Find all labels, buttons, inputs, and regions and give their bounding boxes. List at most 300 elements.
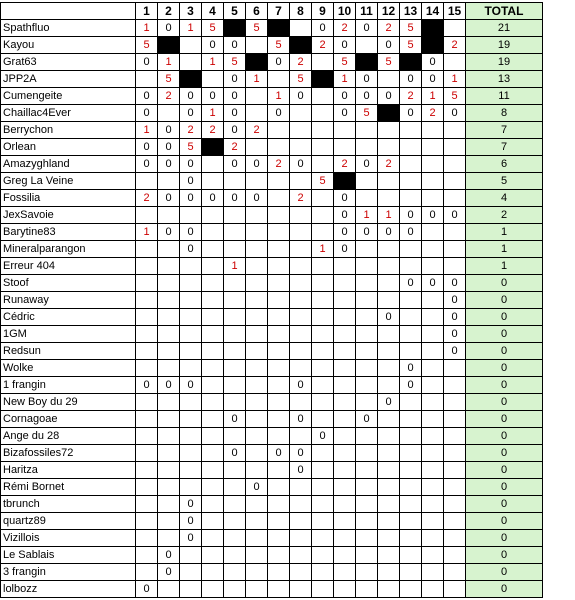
score-cell <box>400 326 422 343</box>
score-cell <box>378 411 400 428</box>
score-cell <box>334 258 356 275</box>
table-row <box>1 224 543 241</box>
score-cell <box>136 292 158 309</box>
score-cell: 0 <box>444 207 466 224</box>
score-cell: 0 <box>202 88 224 105</box>
score-cell: 2 <box>312 37 334 54</box>
participant-name: Vizillois <box>1 530 136 547</box>
score-cell <box>202 71 224 88</box>
score-cell <box>246 292 268 309</box>
score-cell <box>422 241 444 258</box>
score-cell: 1 <box>422 88 444 105</box>
table-row <box>1 394 543 411</box>
score-cell <box>312 122 334 139</box>
score-cell <box>268 258 290 275</box>
score-cell <box>334 479 356 496</box>
score-cell: 0 <box>180 88 202 105</box>
score-cell: 0 <box>224 122 246 139</box>
total-cell: 2 <box>466 207 543 224</box>
score-cell <box>136 530 158 547</box>
total-cell: 7 <box>466 122 543 139</box>
score-cell <box>136 173 158 190</box>
score-cell: 5 <box>246 20 268 37</box>
score-cell <box>400 564 422 581</box>
score-cell <box>268 326 290 343</box>
score-cell: 0 <box>180 190 202 207</box>
score-cell <box>378 530 400 547</box>
blocked-cell <box>422 37 444 54</box>
score-cell <box>224 292 246 309</box>
score-cell: 0 <box>334 207 356 224</box>
score-cell <box>290 479 312 496</box>
score-cell: 0 <box>180 105 202 122</box>
score-cell <box>202 547 224 564</box>
score-cell <box>312 377 334 394</box>
total-cell: 13 <box>466 71 543 88</box>
score-cell <box>202 530 224 547</box>
score-cell <box>136 547 158 564</box>
score-cell <box>312 445 334 462</box>
score-cell <box>202 496 224 513</box>
score-cell <box>180 547 202 564</box>
score-cell <box>444 139 466 156</box>
score-cell <box>422 428 444 445</box>
total-cell: 0 <box>466 445 543 462</box>
score-cell <box>312 343 334 360</box>
score-cell <box>180 479 202 496</box>
score-cell <box>356 343 378 360</box>
score-cell <box>400 258 422 275</box>
score-cell <box>356 547 378 564</box>
score-cell: 0 <box>268 445 290 462</box>
score-cell <box>246 581 268 598</box>
score-cell <box>158 343 180 360</box>
score-cell <box>312 360 334 377</box>
total-cell: 21 <box>466 20 543 37</box>
score-cell: 1 <box>246 71 268 88</box>
score-cell <box>400 411 422 428</box>
score-cell: 0 <box>136 377 158 394</box>
score-cell <box>158 241 180 258</box>
score-cell <box>444 377 466 394</box>
score-cell <box>378 71 400 88</box>
score-cell <box>290 360 312 377</box>
total-cell: 0 <box>466 547 543 564</box>
score-cell: 0 <box>136 88 158 105</box>
participant-name: Barytine83 <box>1 224 136 241</box>
score-cell: 0 <box>400 377 422 394</box>
score-cell <box>136 428 158 445</box>
table-row <box>1 513 543 530</box>
score-cell <box>180 411 202 428</box>
score-cell <box>444 20 466 37</box>
score-cell <box>290 547 312 564</box>
score-cell <box>422 122 444 139</box>
table-row <box>1 105 543 122</box>
total-cell: 0 <box>466 462 543 479</box>
score-cell: 0 <box>180 377 202 394</box>
score-cell <box>136 309 158 326</box>
score-cell: 0 <box>290 156 312 173</box>
score-cell <box>312 54 334 71</box>
participant-name: Grat63 <box>1 54 136 71</box>
score-cell <box>444 394 466 411</box>
table-row <box>1 88 543 105</box>
score-cell <box>312 496 334 513</box>
score-cell: 0 <box>400 275 422 292</box>
table-row <box>1 122 543 139</box>
score-cell <box>180 428 202 445</box>
score-cell <box>268 377 290 394</box>
participant-name: quartz89 <box>1 513 136 530</box>
total-cell: 0 <box>466 275 543 292</box>
score-cell <box>334 394 356 411</box>
participant-name: Bizafossiles72 <box>1 445 136 462</box>
score-cell: 0 <box>422 275 444 292</box>
header-column-1: 1 <box>136 3 158 20</box>
score-cell <box>136 343 158 360</box>
score-cell: 0 <box>312 428 334 445</box>
score-cell <box>202 564 224 581</box>
score-cell <box>356 326 378 343</box>
score-cell: 0 <box>158 224 180 241</box>
score-cell <box>422 581 444 598</box>
total-cell: 7 <box>466 139 543 156</box>
score-cell <box>158 292 180 309</box>
participant-name: tbrunch <box>1 496 136 513</box>
score-cell <box>224 377 246 394</box>
score-cell <box>224 326 246 343</box>
score-cell <box>444 428 466 445</box>
header-column-6: 6 <box>246 3 268 20</box>
score-cell <box>400 581 422 598</box>
table-row <box>1 377 543 394</box>
table-row <box>1 54 543 71</box>
score-cell <box>378 581 400 598</box>
score-cell <box>246 530 268 547</box>
score-cell <box>290 326 312 343</box>
score-cell <box>136 241 158 258</box>
total-cell: 0 <box>466 581 543 598</box>
score-cell <box>334 445 356 462</box>
table-row <box>1 445 543 462</box>
table-row <box>1 139 543 156</box>
score-cell <box>400 139 422 156</box>
score-cell <box>400 173 422 190</box>
score-cell <box>290 309 312 326</box>
score-cell <box>378 241 400 258</box>
score-table <box>0 2 543 598</box>
score-cell <box>312 309 334 326</box>
score-cell <box>444 190 466 207</box>
score-cell <box>378 139 400 156</box>
score-cell <box>422 156 444 173</box>
header-column-7: 7 <box>268 3 290 20</box>
score-cell: 0 <box>378 88 400 105</box>
table-row <box>1 241 543 258</box>
score-cell <box>444 54 466 71</box>
header-column-8: 8 <box>290 3 312 20</box>
score-cell <box>158 530 180 547</box>
score-cell <box>312 190 334 207</box>
score-cell <box>202 428 224 445</box>
score-cell <box>158 360 180 377</box>
score-cell <box>400 343 422 360</box>
participant-name: Kayou <box>1 37 136 54</box>
participant-name: Fossilia <box>1 190 136 207</box>
score-cell <box>224 309 246 326</box>
score-cell <box>158 105 180 122</box>
score-cell: 0 <box>158 139 180 156</box>
blocked-cell <box>268 20 290 37</box>
score-cell: 0 <box>400 224 422 241</box>
score-cell <box>290 224 312 241</box>
score-cell: 0 <box>224 411 246 428</box>
score-cell <box>246 496 268 513</box>
score-cell <box>312 292 334 309</box>
score-cell: 5 <box>356 105 378 122</box>
header-column-10: 10 <box>334 3 356 20</box>
score-cell: 5 <box>378 54 400 71</box>
score-cell <box>136 71 158 88</box>
score-cell <box>334 122 356 139</box>
score-cell: 0 <box>422 71 444 88</box>
total-cell: 0 <box>466 530 543 547</box>
score-cell <box>290 139 312 156</box>
score-cell <box>158 581 180 598</box>
score-cell <box>378 190 400 207</box>
score-cell <box>356 190 378 207</box>
score-cell <box>400 190 422 207</box>
score-cell <box>268 479 290 496</box>
score-cell <box>444 479 466 496</box>
header-column-13: 13 <box>400 3 422 20</box>
score-cell <box>422 411 444 428</box>
score-cell: 0 <box>180 156 202 173</box>
score-cell <box>290 343 312 360</box>
score-cell <box>268 547 290 564</box>
score-cell <box>158 275 180 292</box>
score-cell <box>180 54 202 71</box>
score-cell: 0 <box>400 71 422 88</box>
score-cell: 0 <box>202 37 224 54</box>
score-cell <box>136 326 158 343</box>
score-cell: 0 <box>312 20 334 37</box>
score-cell <box>202 326 224 343</box>
score-cell <box>334 496 356 513</box>
score-cell <box>422 496 444 513</box>
score-cell <box>246 326 268 343</box>
score-cell <box>290 20 312 37</box>
participant-name: Cédric <box>1 309 136 326</box>
score-cell <box>312 207 334 224</box>
score-cell <box>224 224 246 241</box>
score-cell <box>246 428 268 445</box>
score-cell <box>356 309 378 326</box>
participant-name: Redsun <box>1 343 136 360</box>
score-cell <box>268 190 290 207</box>
score-cell <box>246 88 268 105</box>
score-cell <box>202 173 224 190</box>
score-cell <box>136 462 158 479</box>
score-cell <box>356 496 378 513</box>
score-cell <box>312 411 334 428</box>
score-cell <box>224 530 246 547</box>
score-cell <box>158 173 180 190</box>
score-cell <box>202 360 224 377</box>
header-column-14: 14 <box>422 3 444 20</box>
score-cell <box>136 394 158 411</box>
score-cell <box>400 547 422 564</box>
score-cell <box>180 564 202 581</box>
blocked-cell <box>422 20 444 37</box>
score-cell <box>378 428 400 445</box>
score-cell <box>268 564 290 581</box>
score-cell <box>422 343 444 360</box>
score-cell <box>202 462 224 479</box>
score-cell: 0 <box>290 411 312 428</box>
score-cell <box>268 581 290 598</box>
table-row <box>1 343 543 360</box>
score-cell: 0 <box>246 479 268 496</box>
score-cell <box>290 258 312 275</box>
score-cell <box>444 224 466 241</box>
table-row <box>1 173 543 190</box>
total-cell: 6 <box>466 156 543 173</box>
score-cell <box>400 496 422 513</box>
score-cell: 0 <box>422 54 444 71</box>
score-cell: 0 <box>290 377 312 394</box>
score-cell <box>268 428 290 445</box>
score-cell <box>422 173 444 190</box>
table-row <box>1 479 543 496</box>
score-cell: 2 <box>158 88 180 105</box>
table-row <box>1 71 543 88</box>
score-cell: 5 <box>136 37 158 54</box>
score-cell: 0 <box>356 411 378 428</box>
participant-name: 1GM <box>1 326 136 343</box>
score-cell <box>356 530 378 547</box>
score-cell <box>422 513 444 530</box>
score-cell <box>422 530 444 547</box>
score-cell <box>268 224 290 241</box>
score-cell: 5 <box>400 37 422 54</box>
score-cell <box>378 496 400 513</box>
table-row <box>1 428 543 445</box>
score-cell: 5 <box>290 71 312 88</box>
score-cell <box>334 326 356 343</box>
table-body <box>1 3 543 598</box>
score-cell <box>334 343 356 360</box>
score-cell <box>356 581 378 598</box>
score-cell <box>400 445 422 462</box>
participant-name: Amazyghland <box>1 156 136 173</box>
total-cell: 0 <box>466 326 543 343</box>
score-cell <box>400 462 422 479</box>
score-cell <box>444 496 466 513</box>
total-cell: 0 <box>466 292 543 309</box>
score-cell <box>246 564 268 581</box>
score-cell <box>246 275 268 292</box>
score-cell <box>158 445 180 462</box>
score-cell <box>378 326 400 343</box>
total-cell: 0 <box>466 411 543 428</box>
score-cell <box>356 428 378 445</box>
score-cell <box>158 496 180 513</box>
blocked-cell <box>356 54 378 71</box>
score-cell <box>180 343 202 360</box>
score-cell <box>444 581 466 598</box>
score-cell <box>422 360 444 377</box>
score-cell <box>444 360 466 377</box>
total-cell: 4 <box>466 190 543 207</box>
score-cell: 0 <box>334 241 356 258</box>
score-cell: 5 <box>158 71 180 88</box>
score-cell <box>268 343 290 360</box>
score-cell: 0 <box>334 105 356 122</box>
score-cell <box>246 224 268 241</box>
score-cell: 0 <box>444 105 466 122</box>
score-cell <box>400 292 422 309</box>
participant-name: New Boy du 29 <box>1 394 136 411</box>
total-cell: 0 <box>466 428 543 445</box>
score-cell <box>180 462 202 479</box>
score-cell: 0 <box>180 496 202 513</box>
score-cell: 0 <box>136 139 158 156</box>
score-cell <box>444 530 466 547</box>
score-cell: 0 <box>224 71 246 88</box>
total-cell: 1 <box>466 241 543 258</box>
score-cell <box>290 241 312 258</box>
score-cell <box>202 343 224 360</box>
score-cell <box>158 309 180 326</box>
score-cell: 5 <box>444 88 466 105</box>
score-cell: 0 <box>400 207 422 224</box>
score-cell <box>202 445 224 462</box>
score-cell: 0 <box>246 156 268 173</box>
score-cell <box>444 156 466 173</box>
participant-name: Rémi Bornet <box>1 479 136 496</box>
score-cell: 0 <box>202 190 224 207</box>
score-cell: 0 <box>246 190 268 207</box>
score-cell <box>224 479 246 496</box>
table-row <box>1 207 543 224</box>
blocked-cell <box>180 71 202 88</box>
score-cell <box>180 445 202 462</box>
score-cell <box>158 428 180 445</box>
participant-name: JexSavoie <box>1 207 136 224</box>
score-cell: 0 <box>136 105 158 122</box>
score-cell <box>224 360 246 377</box>
header-column-5: 5 <box>224 3 246 20</box>
score-cell: 1 <box>136 20 158 37</box>
score-cell <box>312 88 334 105</box>
table-row <box>1 547 543 564</box>
score-cell <box>158 394 180 411</box>
score-cell <box>444 122 466 139</box>
score-cell: 0 <box>158 377 180 394</box>
blocked-cell <box>400 54 422 71</box>
score-cell <box>180 258 202 275</box>
score-cell <box>400 122 422 139</box>
score-cell: 0 <box>180 513 202 530</box>
score-cell <box>224 343 246 360</box>
score-cell: 0 <box>444 309 466 326</box>
participant-name: JPP2A <box>1 71 136 88</box>
score-cell <box>290 275 312 292</box>
score-cell: 2 <box>246 122 268 139</box>
score-cell: 2 <box>136 190 158 207</box>
